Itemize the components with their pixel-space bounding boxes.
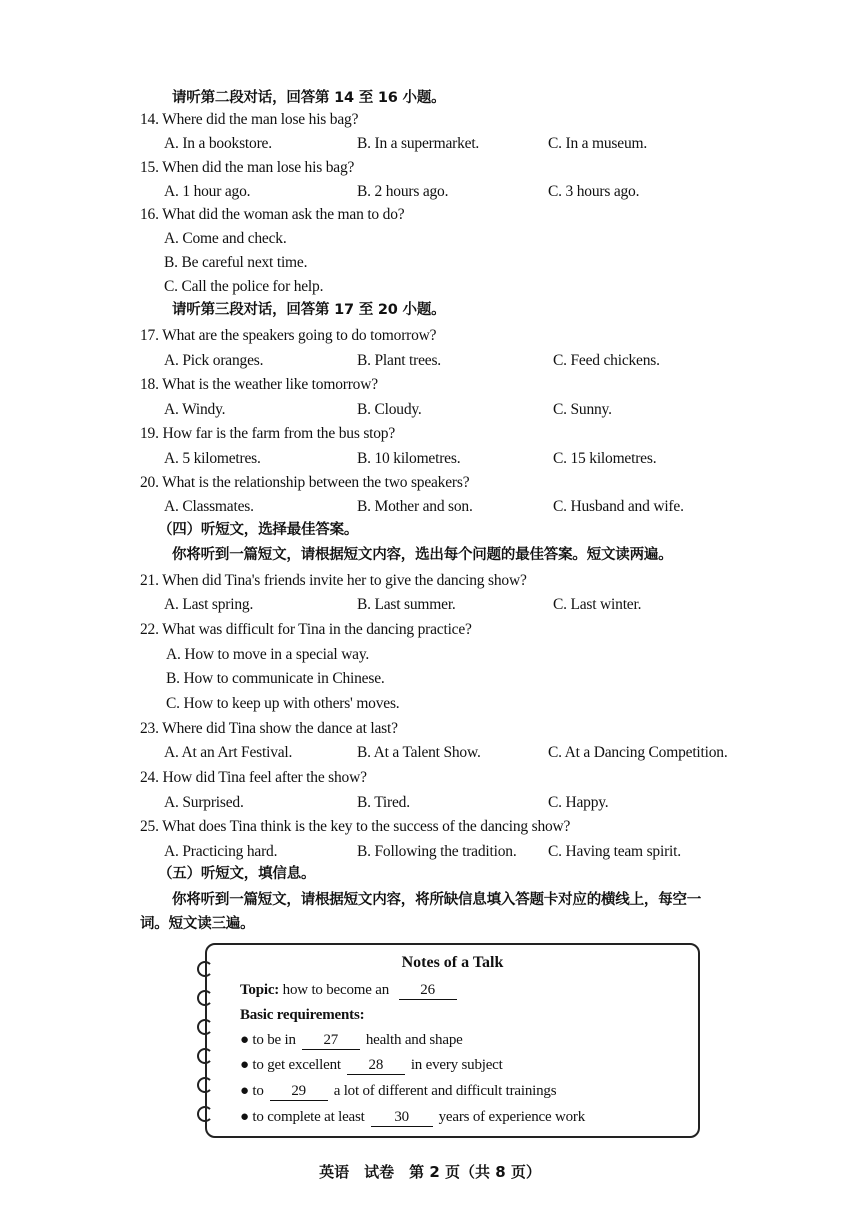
q21-option-a: A. Last spring. — [164, 596, 254, 613]
requirement-1-prefix: ● to be in — [240, 1032, 296, 1048]
binder-ring-icon — [197, 1106, 213, 1122]
q25-option-c: C. Having team spirit. — [548, 843, 681, 860]
basic-requirements-label: Basic requirements: — [240, 1007, 365, 1023]
q18-option-a: A. Windy. — [164, 401, 226, 418]
section4-title: （四）听短文，选择最佳答案。 — [158, 522, 359, 538]
question-24: 24. How did Tina feel after the show? — [140, 769, 367, 786]
q23-option-a: A. At an Art Festival. — [164, 744, 293, 761]
question-18: 18. What is the weather like tomorrow? — [140, 376, 378, 393]
requirement-2-prefix: ● to get excellent — [240, 1057, 341, 1073]
q22-option-c: C. How to keep up with others' moves. — [166, 695, 400, 712]
blank-29: 29 — [270, 1082, 328, 1101]
q25-option-a: A. Practicing hard. — [164, 843, 278, 860]
q24-option-a: A. Surprised. — [164, 794, 244, 811]
notes-title: Notes of a Talk — [401, 954, 504, 971]
q22-option-b: B. How to communicate in Chinese. — [166, 670, 385, 687]
requirement-1 — [240, 1030, 463, 1050]
question-19: 19. How far is the farm from the bus stop? — [140, 425, 396, 442]
topic-label: Topic: — [240, 982, 280, 998]
q22-option-a: A. How to move in a special way. — [166, 646, 370, 663]
blank-27: 27 — [302, 1031, 360, 1050]
blank-30: 30 — [371, 1108, 433, 1127]
q18-option-c: C. Sunny. — [553, 401, 612, 418]
q20-option-c: C. Husband and wife. — [553, 498, 684, 515]
q23-option-c: C. At a Dancing Competition. — [548, 744, 728, 761]
question-15: 15. When did the man lose his bag? — [140, 159, 355, 176]
question-22: 22. What was difficult for Tina in the dancing practice? — [140, 621, 472, 638]
notes-box — [205, 943, 700, 1138]
q16-option-c: C. Call the police for help. — [164, 278, 324, 295]
q25-option-b: B. Following the tradition. — [357, 843, 517, 860]
q20-option-b: B. Mother and son. — [357, 498, 473, 515]
q21-option-b: B. Last summer. — [357, 596, 456, 613]
topic-text: how to become an — [282, 982, 390, 998]
q20-option-a: A. Classmates. — [164, 498, 254, 515]
question-21: 21. When did Tina's friends invite her to give the dancing show? — [140, 572, 527, 589]
section4-instruction: 你将听到一篇短文，请根据短文内容，选出每个问题的最佳答案。短文读两遍。 — [172, 547, 673, 563]
section5-instruction-line2: 词。短文读三遍。 — [140, 916, 255, 932]
requirement-4-suffix: years of experience work — [438, 1109, 585, 1125]
q15-option-b: B. 2 hours ago. — [357, 183, 449, 200]
q16-option-a: A. Come and check. — [164, 230, 287, 247]
q14-option-c: C. In a museum. — [548, 135, 648, 152]
requirement-2-suffix: in every subject — [410, 1057, 503, 1073]
binder-ring-icon — [197, 990, 213, 1006]
q21-option-c: C. Last winter. — [553, 596, 642, 613]
requirement-1-suffix: health and shape — [365, 1032, 463, 1048]
question-23: 23. Where did Tina show the dance at last? — [140, 720, 398, 737]
page-footer: 英语 试卷 第 2 页（共 8 页） — [319, 1163, 541, 1181]
q17-option-c: C. Feed chickens. — [553, 352, 660, 369]
part2-instruction: 请听第二段对话，回答第 14 至 16 小题。 — [172, 90, 446, 106]
q14-option-b: B. In a supermarket. — [357, 135, 480, 152]
question-14: 14. Where did the man lose his bag? — [140, 111, 359, 128]
requirement-3-prefix: ● to — [240, 1083, 264, 1099]
requirement-3-suffix: a lot of different and difficult trainings — [333, 1083, 557, 1099]
q17-option-b: B. Plant trees. — [357, 352, 441, 369]
binder-ring-icon — [197, 1019, 213, 1035]
question-16: 16. What did the woman ask the man to do? — [140, 206, 405, 223]
q14-option-a: A. In a bookstore. — [164, 135, 272, 152]
binder-ring-icon — [197, 1077, 213, 1093]
q23-option-b: B. At a Talent Show. — [357, 744, 481, 761]
requirement-4 — [240, 1107, 585, 1127]
q19-option-c: C. 15 kilometres. — [553, 450, 657, 467]
q16-option-b: B. Be careful next time. — [164, 254, 308, 271]
q24-option-c: C. Happy. — [548, 794, 609, 811]
blank-28: 28 — [347, 1056, 405, 1075]
question-17: 17. What are the speakers going to do tomorrow? — [140, 327, 437, 344]
section5-instruction-line1: 你将听到一篇短文，请根据短文内容，将所缺信息填入答题卡对应的横线上，每空一 — [172, 892, 702, 908]
section5-title: （五）听短文，填信息。 — [158, 866, 316, 882]
requirement-2 — [240, 1055, 503, 1075]
question-25: 25. What does Tina think is the key to the success of the dancing show? — [140, 818, 571, 835]
requirement-3 — [240, 1081, 556, 1101]
notes-topic-line — [240, 980, 463, 1000]
q15-option-c: C. 3 hours ago. — [548, 183, 640, 200]
q19-option-a: A. 5 kilometres. — [164, 450, 261, 467]
blank-26: 26 — [399, 981, 457, 1000]
q15-option-a: A. 1 hour ago. — [164, 183, 251, 200]
q24-option-b: B. Tired. — [357, 794, 410, 811]
part3-instruction: 请听第三段对话，回答第 17 至 20 小题。 — [172, 302, 446, 318]
requirement-4-prefix: ● to complete at least — [240, 1109, 365, 1125]
q19-option-b: B. 10 kilometres. — [357, 450, 461, 467]
binder-ring-icon — [197, 1048, 213, 1064]
q17-option-a: A. Pick oranges. — [164, 352, 264, 369]
question-20: 20. What is the relationship between the two speakers? — [140, 474, 470, 491]
q18-option-b: B. Cloudy. — [357, 401, 422, 418]
